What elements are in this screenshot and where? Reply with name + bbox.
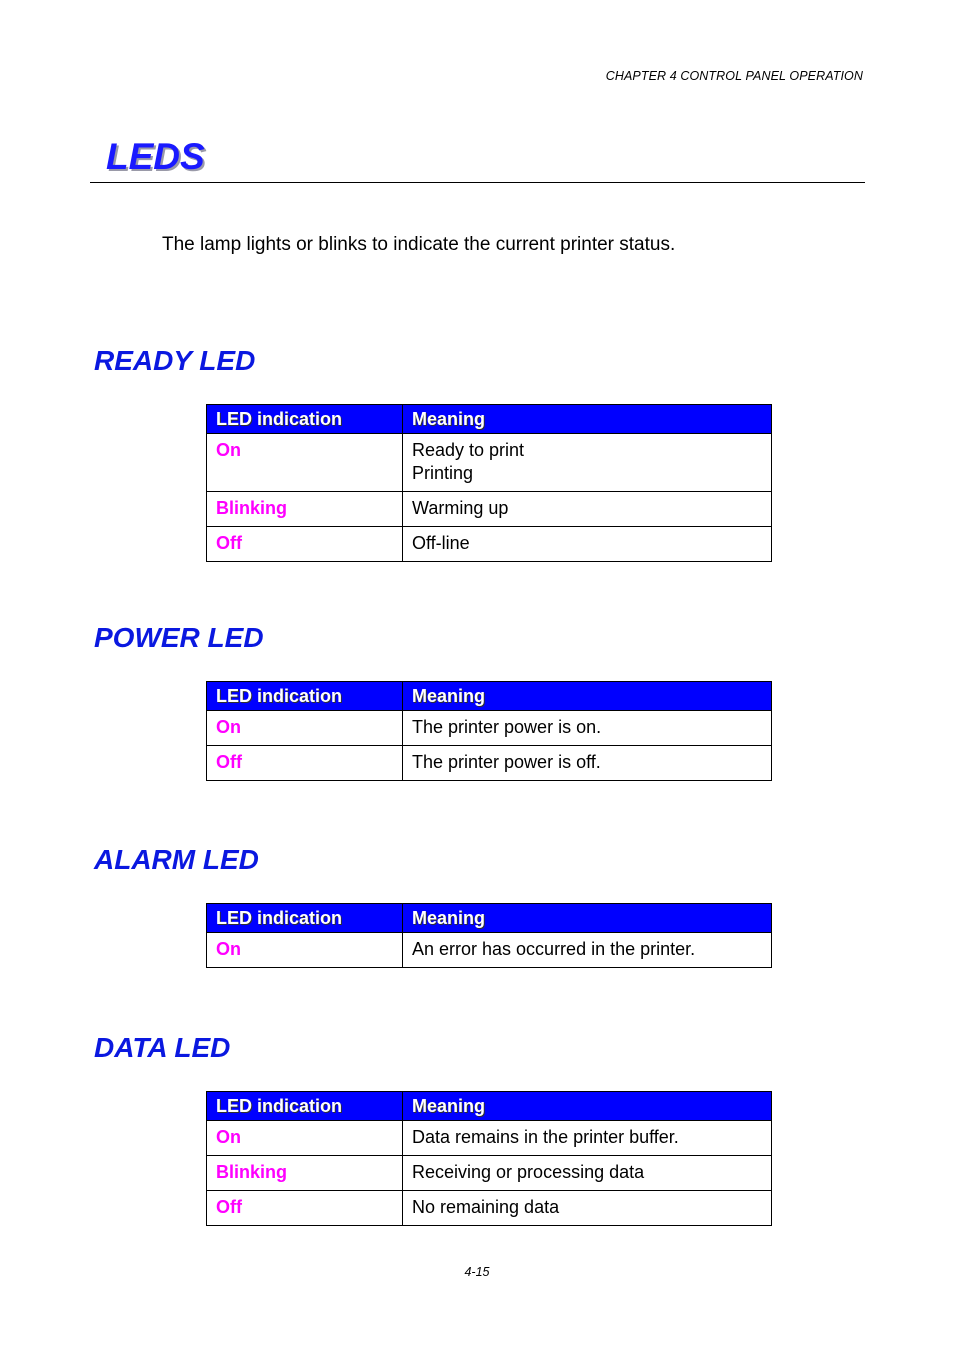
meaning-cell: Data remains in the printer buffer. [403, 1121, 772, 1156]
meaning-line: Ready to print [412, 440, 525, 460]
data-led-heading: DATA LED [94, 1032, 231, 1063]
meaning-cell: Receiving or processing data [403, 1156, 772, 1191]
indication-cell: Off [207, 1191, 403, 1226]
alarm-led-heading: ALARM LED [94, 844, 259, 875]
indication-cell: On [207, 933, 403, 968]
table-row [207, 1191, 772, 1226]
page-number: 4-15 [464, 1265, 490, 1279]
table-header-row [207, 904, 772, 933]
table-row [207, 711, 772, 746]
table-row [207, 746, 772, 781]
data-led-table [206, 1091, 772, 1226]
alarm-led-table [206, 903, 772, 968]
table-row [207, 492, 772, 527]
indication-cell: Blinking [207, 1156, 403, 1191]
table-row [207, 933, 772, 968]
intro-paragraph: The lamp lights or blinks to indicate the current printer status. [162, 234, 676, 255]
page-title: LEDS [106, 136, 205, 177]
power-led-table [206, 681, 772, 781]
table-header-row [207, 405, 772, 434]
indication-cell: Off [207, 527, 403, 562]
meaning-cell [403, 434, 772, 492]
column-header-indication: LED indication [207, 1092, 403, 1121]
column-header-meaning: Meaning [403, 682, 772, 711]
meaning-cell: An error has occurred in the printer. [403, 933, 772, 968]
meaning-cell: The printer power is on. [403, 711, 772, 746]
meaning-line: Printing [412, 463, 474, 483]
indication-cell: On [207, 711, 403, 746]
meaning-cell: The printer power is off. [403, 746, 772, 781]
column-header-indication: LED indication [207, 682, 403, 711]
column-header-meaning: Meaning [403, 1092, 772, 1121]
table-header-row [207, 1092, 772, 1121]
indication-cell: On [207, 434, 403, 492]
indication-cell: On [207, 1121, 403, 1156]
table-header-row [207, 682, 772, 711]
power-led-heading: POWER LED [94, 622, 264, 653]
indication-cell: Blinking [207, 492, 403, 527]
indication-cell: Off [207, 746, 403, 781]
title-divider [90, 182, 865, 183]
meaning-cell: No remaining data [403, 1191, 772, 1226]
meaning-cell: Off-line [403, 527, 772, 562]
column-header-indication: LED indication [207, 904, 403, 933]
table-row [207, 1156, 772, 1191]
meaning-cell: Warming up [403, 492, 772, 527]
column-header-indication: LED indication [207, 405, 403, 434]
table-row [207, 527, 772, 562]
ready-led-table [206, 404, 772, 562]
table-row [207, 1121, 772, 1156]
column-header-meaning: Meaning [403, 405, 772, 434]
ready-led-heading: READY LED [94, 345, 256, 376]
table-row [207, 434, 772, 492]
running-header: CHAPTER 4 CONTROL PANEL OPERATION [605, 69, 863, 83]
column-header-meaning: Meaning [403, 904, 772, 933]
